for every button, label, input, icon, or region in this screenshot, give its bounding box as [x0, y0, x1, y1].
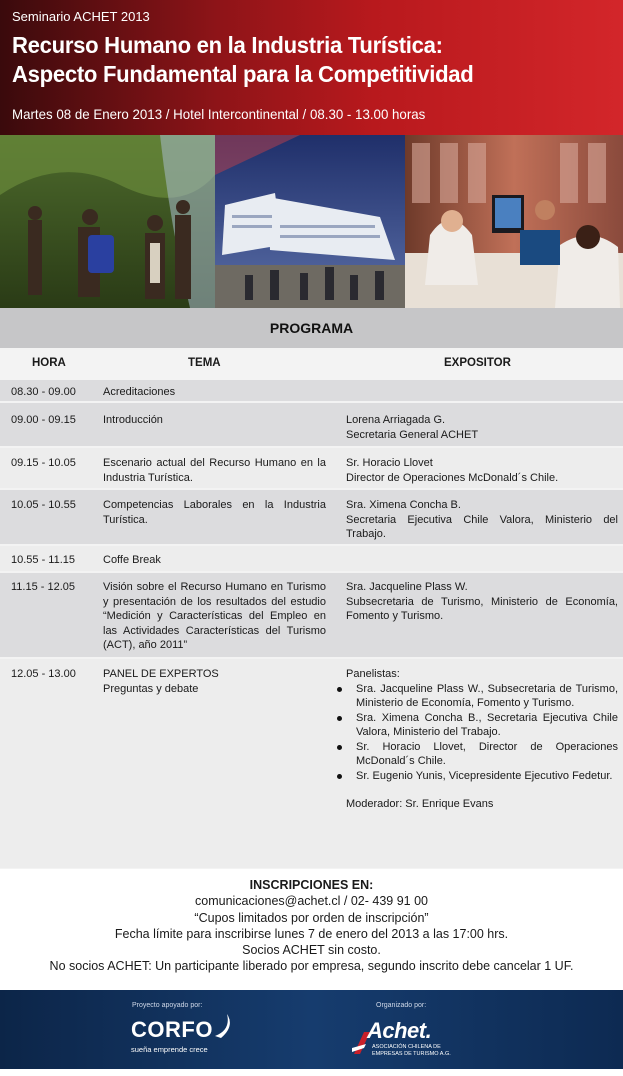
expositor-name: Sra. Jacqueline Plass W. [346, 581, 468, 593]
row-expositor [334, 667, 623, 868]
row-hora: 08.30 - 09.00 [11, 386, 76, 398]
expositor-name: Lorena Arriagada G. [346, 414, 446, 426]
socios-note: Socios ACHET sin costo. [242, 943, 381, 958]
title-line-1: Recurso Humano en la Industria Turística: [12, 32, 443, 58]
title-line-2: Aspecto Fundamental para la Competitividad [12, 61, 474, 87]
event-title [12, 31, 473, 89]
tourism-photo-collage [0, 135, 623, 308]
corfo-tagline: sueña emprende crece [131, 1045, 208, 1054]
panelist-item: Sr. Horacio Llovet, Director de Operaciones McDonald´s Chile. [346, 740, 618, 769]
organizado-label: Organizado por: [376, 1002, 427, 1009]
expositor-name: Sra. Ximena Concha B. [346, 499, 461, 511]
inscripciones-section [0, 869, 623, 990]
col-expositor: EXPOSITOR [444, 357, 511, 369]
row-tema [92, 667, 334, 868]
panelist-item: Sra. Ximena Concha B., Secretaria Ejecutiva Chile Valora, Ministerio del Trabajo. [346, 711, 618, 740]
panel-title: PANEL DE EXPERTOS [103, 668, 219, 680]
cupos-note: “Cupos limitados por orden de inscripción” [194, 910, 429, 925]
table-row [0, 571, 623, 657]
col-tema: TEMA [188, 357, 221, 369]
panelist-item: Sr. Eugenio Yunis, Vicepresidente Ejecutivo Fedetur. [346, 769, 618, 784]
corfo-swoosh-icon [211, 1012, 233, 1040]
expositor-role: Secretaria General ACHET [346, 428, 479, 441]
row-tema: Introducción [103, 414, 163, 426]
header-banner [0, 0, 623, 135]
row-expositor [334, 553, 623, 571]
expositor-role: Director de Operaciones McDonald´s Chile. [346, 471, 559, 484]
row-hora: 09.15 - 10.05 [11, 457, 76, 469]
row-expositor [334, 413, 623, 446]
table-row [0, 401, 623, 446]
row-tema: Visión sobre el Recurso Humano en Turismo y presentación de los resultados del estudio “Medición y Características del Empleo en las Actividades Características del Turismo (ACT), año 2011” [103, 581, 326, 651]
row-expositor [334, 580, 623, 657]
table-row [0, 378, 623, 401]
panelist-item: Sra. Jacqueline Plass W., Subsecretaria de Turismo, Ministerio de Economía, Fomento y Turismo. [346, 682, 618, 711]
moderador: Moderador: Sr. Enrique Evans [346, 798, 494, 810]
row-hora: 10.05 - 10.55 [11, 499, 76, 511]
row-hora: 12.05 - 13.00 [11, 668, 76, 680]
table-row [0, 488, 623, 544]
deadline-note: Fecha límite para inscribirse lunes 7 de enero del 2013 a las 17:00 hrs. [114, 926, 509, 941]
sponsor-footer [0, 990, 623, 1069]
row-tema: Coffe Break [103, 554, 161, 566]
col-hora: HORA [32, 357, 66, 369]
corfo-logo: CORFO [131, 1017, 213, 1042]
expositor-name: Sr. Horacio Llovet [346, 457, 433, 469]
row-expositor [334, 385, 623, 401]
apoyado-label: Proyecto apoyado por: [132, 1002, 203, 1009]
inscripciones-title: INSCRIPCIONES EN: [249, 878, 374, 892]
expositor-role: Secretaria Ejecutiva Chile Valora, Ministerio del Trabajo. [346, 513, 618, 540]
programa-heading: PROGRAMA [0, 308, 623, 348]
achet-logo: Achet. [367, 1018, 432, 1043]
table-row-panel [0, 657, 623, 868]
row-tema: Escenario actual del Recurso Humano en la Industria Turística. [103, 457, 326, 484]
table-row [0, 446, 623, 488]
row-hora: 11.15 - 12.05 [11, 581, 76, 593]
achet-tagline: ASOCIACIÓN CHILENA DE EMPRESAS DE TURISMO A.G. [372, 1044, 451, 1057]
event-date-venue: Martes 08 de Enero 2013 / Hotel Intercontinental / 08.30 - 13.00 horas [12, 106, 426, 122]
program-table [0, 378, 623, 869]
panelistas-label: Panelistas: [346, 668, 400, 680]
row-tema: Competencias Laborales en la Industria Turística. [103, 499, 326, 526]
row-hora: 09.00 - 09.15 [11, 414, 76, 426]
row-hora: 10.55 - 11.15 [11, 554, 76, 566]
row-tema: Acreditaciones [103, 386, 176, 398]
no-socios-note: No socios ACHET: Un participante liberado por empresa, segundo inscrito debe cancelar 1 UF. [49, 959, 574, 974]
table-row [0, 544, 623, 571]
row-expositor [334, 498, 623, 544]
expositor-role: Subsecretaria de Turismo, Ministerio de Economía, Fomento y Turismo. [346, 595, 618, 622]
table-header [0, 348, 623, 378]
panel-subtitle: Preguntas y debate [103, 682, 199, 695]
row-expositor [334, 456, 623, 488]
seminar-label: Seminario ACHET 2013 [12, 9, 150, 24]
contact-info[interactable]: comunicaciones@achet.cl / 02- 439 91 00 [195, 894, 428, 909]
